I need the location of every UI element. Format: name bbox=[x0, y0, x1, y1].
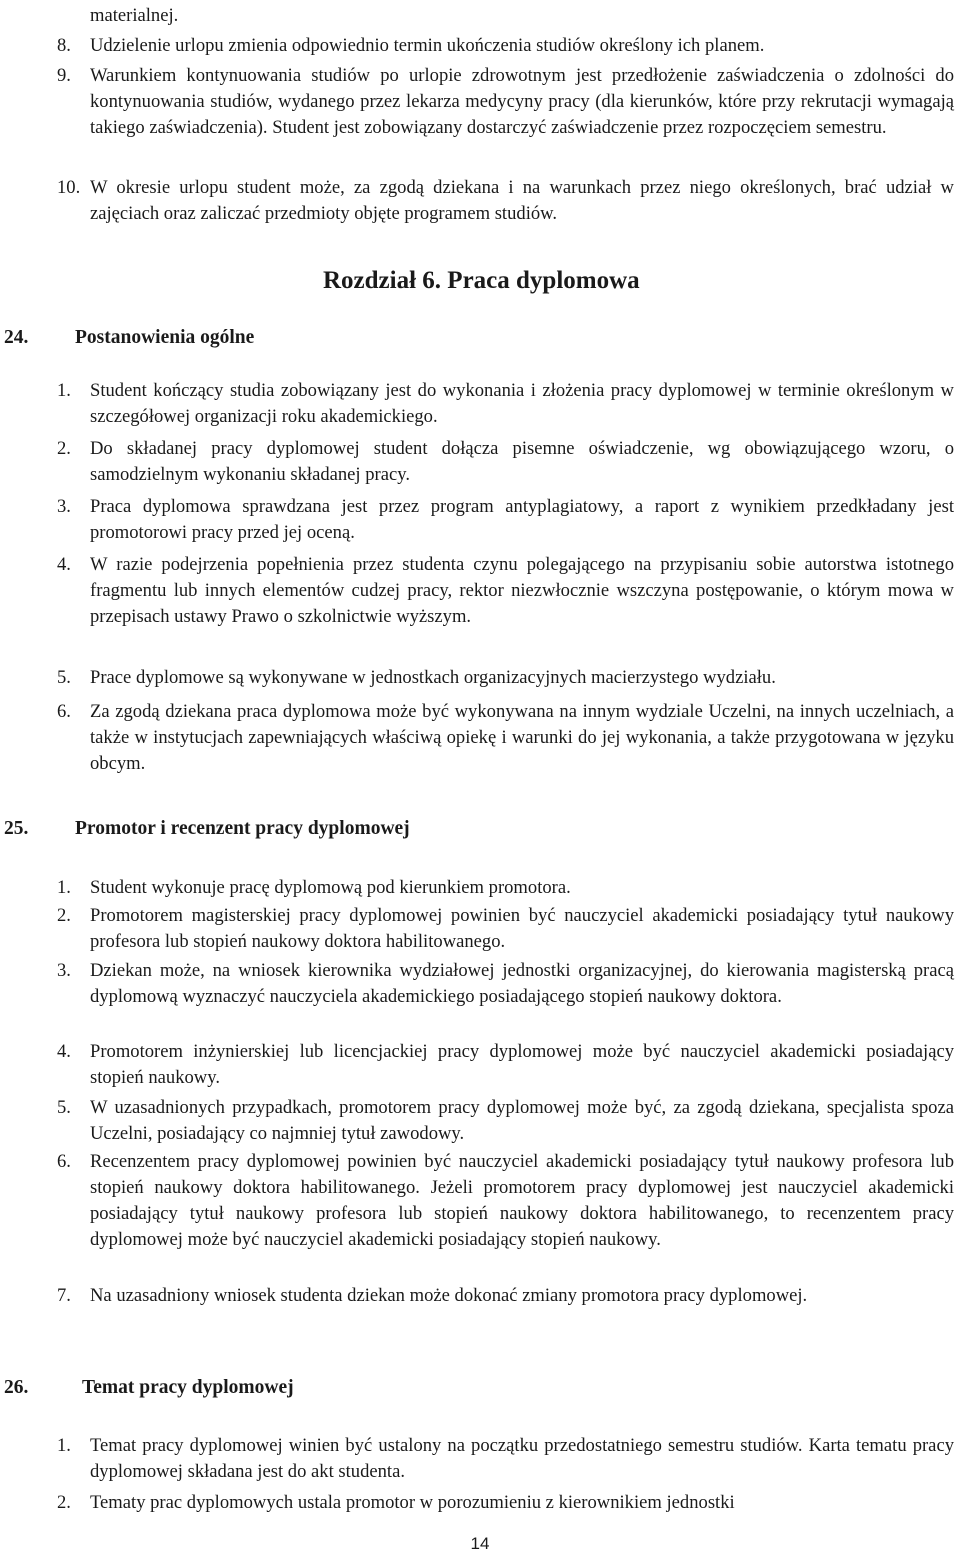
item-number: 8. bbox=[57, 35, 71, 56]
list-item bbox=[57, 33, 954, 59]
list-item bbox=[57, 1433, 954, 1485]
list-item bbox=[57, 63, 954, 141]
list-item bbox=[57, 1490, 954, 1516]
list-item bbox=[57, 1149, 954, 1253]
item-number: 4. bbox=[57, 1041, 71, 1062]
section-number: 25. bbox=[4, 818, 29, 839]
item-number: 7. bbox=[57, 1285, 71, 1306]
item-number: 6. bbox=[57, 701, 71, 722]
section-number: 26. bbox=[4, 1377, 29, 1398]
item-text: Promotorem magisterskiej pracy dyplomowej powinien być nauczyciel akademicki posiadający tytuł naukowy profesora lub stopień naukowy doktora habilitowanego. bbox=[90, 905, 954, 952]
item-text: Udzielenie urlopu zmienia odpowiednio termin ukończenia studiów określony ich planem. bbox=[90, 35, 765, 56]
list-item bbox=[57, 875, 954, 901]
item-text: Student kończący studia zobowiązany jest do wykonania i złożenia pracy dyplomowej w terminie określonym w szczegółowej organizacji roku akademickiego. bbox=[90, 380, 954, 427]
item-number: 1. bbox=[57, 1435, 71, 1456]
item-number: 6. bbox=[57, 1151, 71, 1172]
list-item bbox=[57, 699, 954, 777]
item-text: Prace dyplomowe są wykonywane w jednostkach organizacyjnych macierzystego wydziału. bbox=[90, 667, 776, 688]
item-number: 4. bbox=[57, 554, 71, 575]
section-title: Temat pracy dyplomowej bbox=[82, 1377, 294, 1398]
page-number: 14 bbox=[470, 1534, 490, 1553]
list-item bbox=[57, 1039, 954, 1091]
list-item bbox=[57, 1283, 954, 1309]
item-text: Recenzentem pracy dyplomowej powinien być nauczyciel akademicki posiadający tytuł naukowy profesora lub stopień naukowy doktora habilitowanego. Jeżeli promotorem pracy dyplomowej jest nauczyciel akademicki posiadający tytuł naukowy profesora lub stopień naukowy doktora habilitowanego, to recenzentem pracy dyplomowej może być nauczyciel akademicki posiadający stopień naukowy. bbox=[90, 1151, 954, 1250]
list-item bbox=[57, 494, 954, 546]
list-item bbox=[57, 1095, 954, 1147]
list-item bbox=[57, 665, 954, 691]
item-number: 3. bbox=[57, 960, 71, 981]
item-text: W okresie urlopu student może, za zgodą dziekana i na warunkach przez niego określonych, brać udział w zajęciach oraz zaliczać przedmioty objęte programem studiów. bbox=[90, 177, 954, 224]
item-text: Na uzasadniony wniosek studenta dziekan może dokonać zmiany promotora pracy dyplomowej. bbox=[90, 1285, 808, 1306]
list-item bbox=[57, 552, 954, 630]
list-item bbox=[57, 378, 954, 430]
item-number: 10. bbox=[57, 177, 81, 198]
item-number: 2. bbox=[57, 438, 71, 459]
item-number: 1. bbox=[57, 380, 71, 401]
item-number: 2. bbox=[57, 905, 71, 926]
item-text: Praca dyplomowa sprawdzana jest przez program antyplagiatowy, a raport z wynikiem przedkładany jest promotorowi pracy przed jej oceną. bbox=[90, 496, 954, 543]
item-number: 2. bbox=[57, 1492, 71, 1513]
chapter-title: Rozdział 6. Praca dyplomowa bbox=[323, 267, 640, 294]
item-number: 5. bbox=[57, 667, 71, 688]
continued-text: materialnej. bbox=[90, 5, 179, 26]
item-text: Temat pracy dyplomowej winien być ustalony na początku przedostatniego semestru studiów. Karta tematu pracy dyplomowej składana jest do akt studenta. bbox=[90, 1435, 954, 1482]
item-text: Dziekan może, na wniosek kierownika wydziałowej jednostki organizacyjnej, do kierowania magisterską pracą dyplomową wyznaczyć nauczyciela akademickiego posiadającego stopień naukowy doktora. bbox=[90, 960, 954, 1007]
list-item bbox=[57, 436, 954, 488]
section-number: 24. bbox=[4, 327, 29, 348]
item-text: W razie podejrzenia popełnienia przez studenta czynu polegającego na przypisaniu sobie autorstwa istotnego fragmentu lub innych elementów cudzej pracy, rektor niezwłocznie wszczyna postępowanie, o którym mowa w przepisach ustawy Prawo o szkolnictwie wyższym. bbox=[90, 554, 954, 627]
item-text: Do składanej pracy dyplomowej student dołącza pisemne oświadczenie, wg obowiązującego wzoru, o samodzielnym wykonaniu składanej pracy. bbox=[90, 438, 954, 485]
list-item bbox=[57, 958, 954, 1010]
item-number: 1. bbox=[57, 877, 71, 898]
item-text: W uzasadnionych przypadkach, promotorem pracy dyplomowej może być, za zgodą dziekana, specjalista spoza Uczelni, posiadający co najmniej tytuł zawodowy. bbox=[90, 1097, 954, 1144]
item-text: Za zgodą dziekana praca dyplomowa może być wykonywana na innym wydziale Uczelni, na innych uczelniach, a także w instytucjach zapewniających właściwą opiekę i warunki do jej wykonania, a także przygotowana w języku obcym. bbox=[90, 701, 954, 774]
item-number: 9. bbox=[57, 65, 71, 86]
list-item bbox=[57, 175, 954, 227]
item-text: Tematy prac dyplomowych ustala promotor w porozumieniu z kierownikiem jednostki bbox=[90, 1492, 735, 1513]
item-number: 5. bbox=[57, 1097, 71, 1118]
item-text: Student wykonuje pracę dyplomową pod kierunkiem promotora. bbox=[90, 877, 571, 898]
list-item bbox=[57, 903, 954, 955]
item-number: 3. bbox=[57, 496, 71, 517]
section-title: Postanowienia ogólne bbox=[75, 327, 255, 348]
item-text: Warunkiem kontynuowania studiów po urlopie zdrowotnym jest przedłożenie zaświadczenia o zdolności do kontynuowania studiów, wydanego przez lekarza medycyny pracy (dla kierunków, które przy rekrutacji wymagają takiego zaświadczenia). Student jest zobowiązany dostarczyć zaświadczenie przez rozpoczęciem semestru. bbox=[90, 65, 954, 138]
section-title: Promotor i recenzent pracy dyplomowej bbox=[75, 818, 410, 839]
item-text: Promotorem inżynierskiej lub licencjackiej pracy dyplomowej może być nauczyciel akademicki posiadający stopień naukowy. bbox=[90, 1041, 954, 1088]
